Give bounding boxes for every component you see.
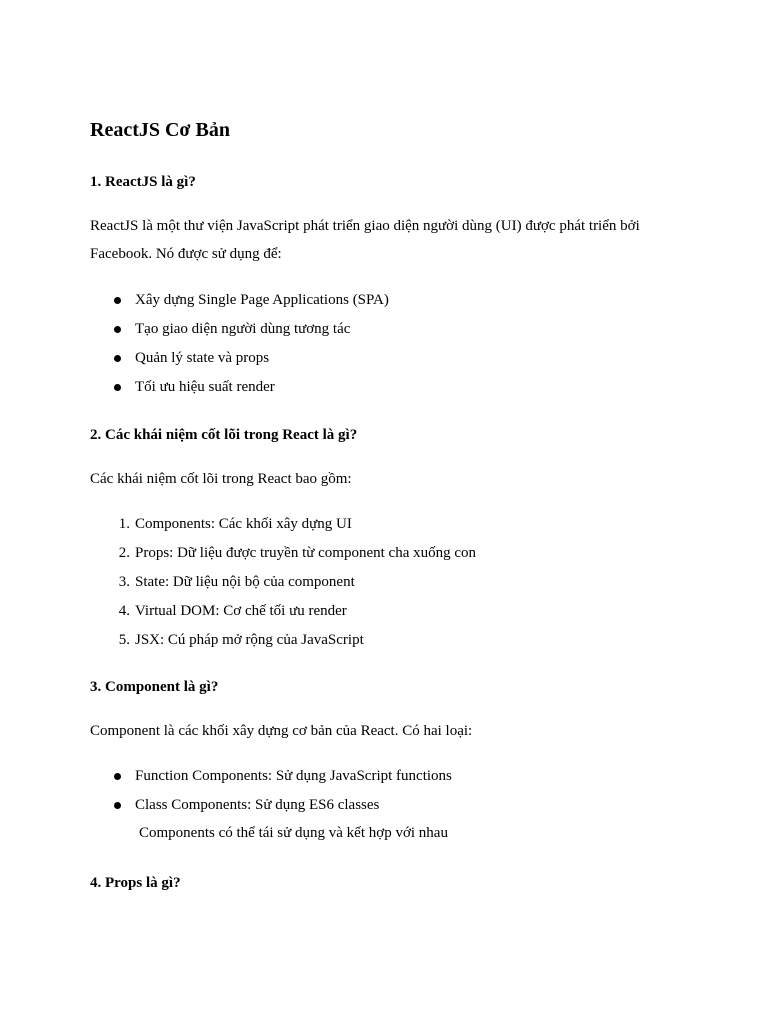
- list-number: 3.: [118, 574, 130, 590]
- bullet-icon: [114, 326, 121, 333]
- section-heading-1: 1. ReactJS là gì?: [90, 174, 196, 190]
- list-continuation-text: Components có thể tái sử dụng và kết hợp với nhau: [139, 825, 448, 841]
- list-item-text: Virtual DOM: Cơ chế tối ưu render: [135, 603, 347, 619]
- list-number: 1.: [118, 516, 130, 532]
- list-number: 5.: [118, 632, 130, 648]
- list-item-text: JSX: Cú pháp mở rộng của JavaScript: [135, 632, 364, 648]
- list-item-text: Tạo giao diện người dùng tương tác: [135, 321, 351, 337]
- list-item-text: State: Dữ liệu nội bộ của component: [135, 574, 355, 590]
- section-heading-4: 4. Props là gì?: [90, 875, 181, 891]
- bullet-icon: [114, 355, 121, 362]
- section-heading-3: 3. Component là gì?: [90, 679, 219, 695]
- list-item-text: Xây dựng Single Page Applications (SPA): [135, 292, 389, 308]
- bullet-icon: [114, 802, 121, 809]
- document-title: ReactJS Cơ Bản: [90, 119, 230, 141]
- section-heading-2: 2. Các khái niệm cốt lõi trong React là gì?: [90, 427, 358, 443]
- list-item-text: Class Components: Sử dụng ES6 classes: [135, 797, 380, 813]
- list-item-text: Props: Dữ liệu được truyền từ component cha xuống con: [135, 545, 477, 561]
- list-item-text: Tối ưu hiệu suất render: [135, 379, 275, 395]
- list-item-text: Function Components: Sử dụng JavaScript functions: [135, 768, 452, 784]
- list-item-text: Components: Các khối xây dựng UI: [135, 516, 352, 532]
- section-paragraph-3: Component là các khối xây dựng cơ bản của React. Có hai loại:: [90, 723, 473, 739]
- bullet-icon: [114, 773, 121, 780]
- section-paragraph-2: Các khái niệm cốt lõi trong React bao gồm:: [90, 471, 352, 487]
- bullet-icon: [114, 297, 121, 304]
- list-number: 2.: [118, 545, 130, 561]
- section-paragraph-1: ReactJS là một thư viện JavaScript phát triển giao diện người dùng (UI) được phát triển bởi Facebook. Nó được sử dụng để:: [90, 218, 640, 262]
- list-number: 4.: [118, 603, 130, 619]
- bullet-icon: [114, 384, 121, 391]
- list-item-text: Quản lý state và props: [135, 350, 270, 366]
